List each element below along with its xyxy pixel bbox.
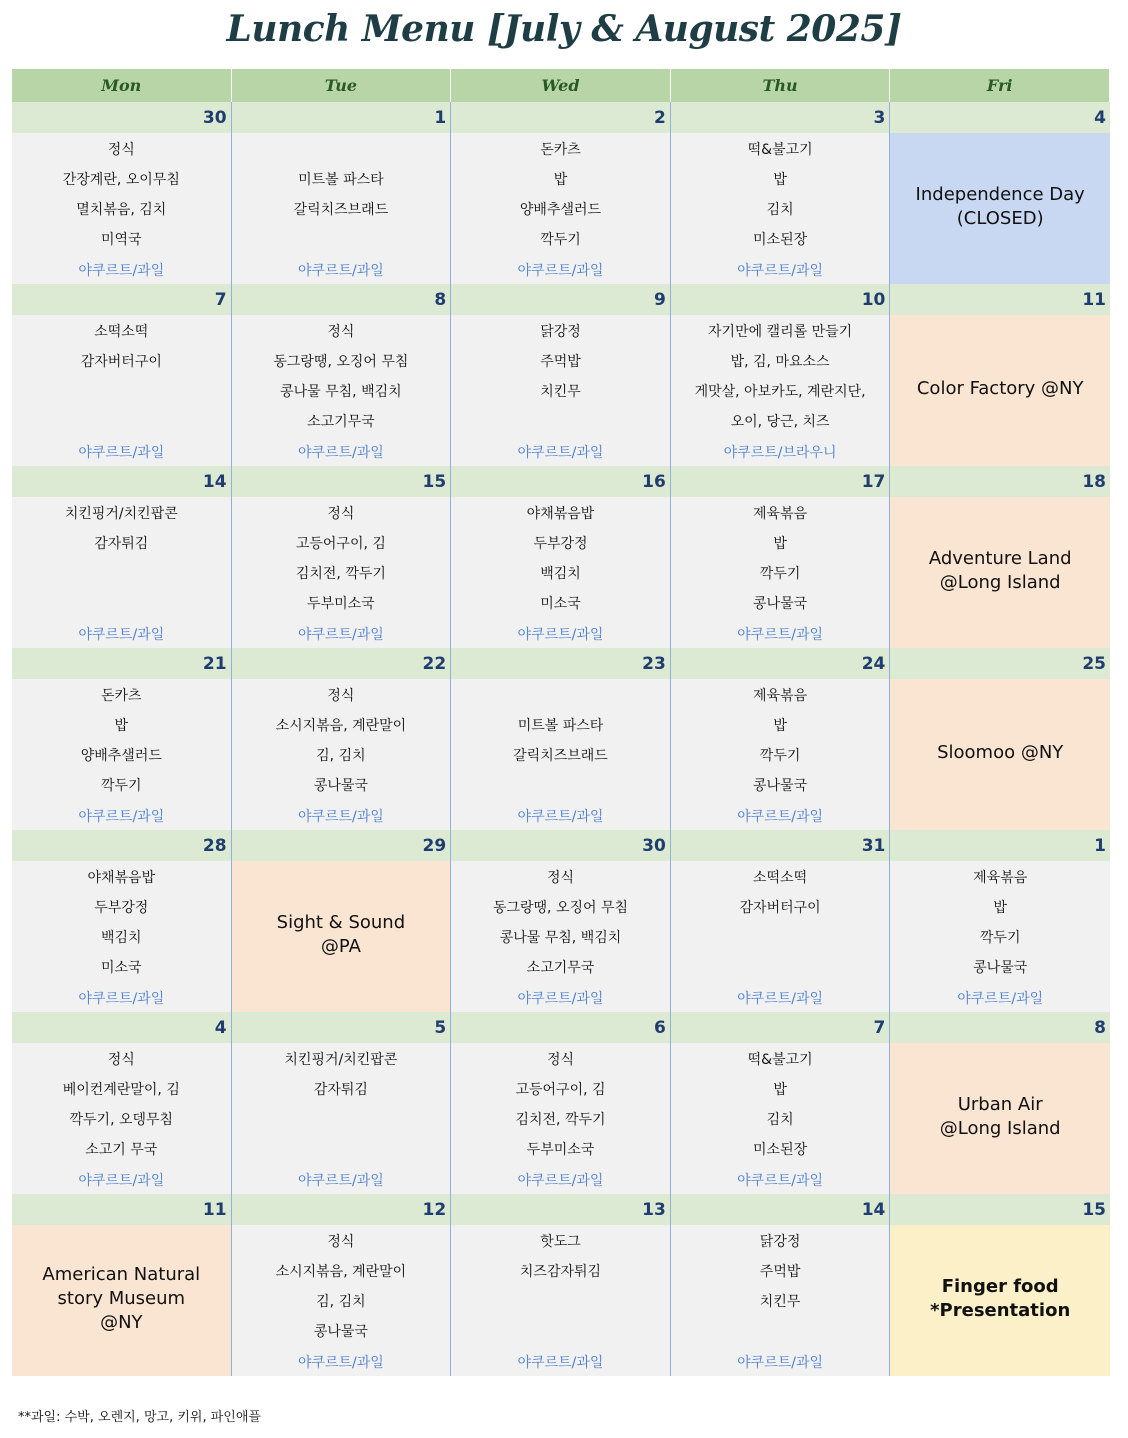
calendar-day-cell (451, 1194, 671, 1376)
day-number: 8 (232, 284, 451, 315)
calendar-day-cell (232, 830, 452, 1012)
dessert-label: 야쿠르트/과일 (297, 809, 384, 825)
calendar-day-cell (671, 102, 891, 284)
dessert-label: 야쿠르트/과일 (517, 1173, 604, 1189)
day-number: 18 (890, 466, 1110, 497)
day-number: 7 (671, 1012, 890, 1043)
menu-item: 떡&불고기 (747, 1052, 813, 1068)
menu-item: 소떡소떡 (753, 870, 808, 886)
menu-item: 두부미소국 (307, 596, 375, 612)
day-number: 4 (12, 1012, 231, 1043)
menu-item: 밥, 김, 마요소스 (730, 354, 830, 370)
calendar-day-cell (451, 102, 671, 284)
menu-item: 치킨무 (759, 1294, 801, 1310)
menu-item: 소고기무국 (526, 960, 595, 976)
day-number: 7 (12, 284, 231, 315)
menu-item: 김치 (766, 1112, 794, 1128)
dessert-label: 야쿠르트/과일 (517, 445, 604, 461)
menu-item: 동그랑땡, 오징어 무침 (492, 900, 629, 916)
calendar-day-cell (890, 284, 1110, 466)
dessert-label: 야쿠르트/과일 (957, 991, 1044, 1007)
dessert-label: 야쿠르트/과일 (517, 991, 604, 1007)
menu-item: 밥 (114, 718, 129, 734)
menu-list (671, 497, 890, 648)
event-label: Urban Air @Long Island (939, 1093, 1061, 1139)
calendar-day-cell (451, 466, 671, 648)
menu-item: 미트볼 파스타 (517, 718, 604, 734)
menu-item: 미소된장 (753, 1142, 808, 1158)
calendar-day-cell (671, 1012, 891, 1194)
menu-item: 베이컨계란말이, 김 (62, 1082, 180, 1098)
day-number: 12 (232, 1194, 451, 1225)
calendar-day-cell (671, 830, 891, 1012)
menu-item: 소떡소떡 (94, 324, 149, 340)
calendar-day-cell (232, 466, 452, 648)
menu-list (671, 1225, 890, 1376)
dessert-label: 야쿠르트/과일 (297, 263, 384, 279)
day-number: 23 (451, 648, 670, 679)
menu-item: 주먹밥 (540, 354, 581, 370)
event-label: Adventure Land @Long Island (928, 547, 1072, 593)
day-number: 22 (232, 648, 451, 679)
dessert-label: 야쿠르트/과일 (517, 1355, 604, 1371)
menu-item: 치즈감자튀김 (519, 1264, 602, 1280)
menu-item: 치킨핑거/치킨팝콘 (64, 506, 178, 522)
dessert-label: 야쿠르트/과일 (517, 809, 604, 825)
menu-item: 정식 (327, 506, 355, 522)
menu-item: 밥 (993, 900, 1007, 916)
menu-list (232, 133, 451, 284)
menu-item: 정식 (327, 688, 355, 704)
day-number: 10 (671, 284, 890, 315)
calendar-day-cell (671, 648, 891, 830)
day-number: 24 (671, 648, 890, 679)
menu-item: 감자튀김 (313, 1082, 368, 1098)
menu-item: 오이, 당근, 치즈 (730, 414, 830, 430)
calendar-day-cell (671, 466, 891, 648)
menu-item: 미소된장 (753, 232, 808, 248)
menu-item: 동그랑땡, 오징어 무침 (273, 354, 409, 370)
calendar-day-cell (12, 1012, 232, 1194)
menu-item: 야채볶음밥 (87, 870, 156, 886)
menu-list (232, 1225, 451, 1376)
menu-item: 미트볼 파스타 (298, 172, 384, 188)
menu-item: 소고기무국 (307, 414, 375, 430)
menu-list (451, 497, 670, 648)
menu-list (12, 133, 231, 284)
calendar-day-cell (671, 1194, 891, 1376)
menu-item: 감자버터구이 (80, 354, 162, 370)
calendar-day-cell (232, 1194, 452, 1376)
day-number: 1 (890, 830, 1110, 861)
menu-item: 두부미소국 (526, 1142, 595, 1158)
dessert-label: 야쿠르트/브라우니 (723, 445, 837, 461)
weekday-header-fri: Fri (890, 69, 1110, 102)
menu-list (671, 315, 890, 466)
menu-item: 김치 (766, 202, 794, 218)
menu-item: 콩나물국 (753, 596, 808, 612)
menu-item: 깍두기 (759, 748, 801, 764)
menu-item: 게맛살, 아보카도, 계란지단, (694, 384, 866, 400)
menu-item: 간장계란, 오이무침 (62, 172, 180, 188)
menu-item: 제육볶음 (753, 688, 808, 704)
dessert-label: 야쿠르트/과일 (737, 809, 824, 825)
dessert-label: 야쿠르트/과일 (78, 1173, 165, 1189)
day-number: 15 (890, 1194, 1110, 1225)
day-number: 28 (12, 830, 231, 861)
dessert-label: 야쿠르트/과일 (737, 627, 824, 643)
day-number: 25 (890, 648, 1110, 679)
menu-item: 깍두기, 오뎅무침 (69, 1112, 174, 1128)
menu-list (232, 1043, 451, 1194)
menu-list (12, 497, 231, 648)
calendar-day-cell (451, 648, 671, 830)
calendar-day-cell (890, 1012, 1110, 1194)
menu-item: 깍두기 (101, 778, 142, 794)
menu-item: 정식 (546, 870, 575, 886)
menu-item: 핫도그 (540, 1234, 581, 1250)
event-label: Color Factory @NY (916, 377, 1084, 399)
weekday-header-tue: Tue (232, 69, 452, 102)
menu-item: 김, 김치 (316, 748, 366, 764)
menu-item: 소시지볶음, 계란말이 (275, 718, 407, 734)
calendar-day-cell (890, 648, 1110, 830)
menu-list (232, 497, 451, 648)
dessert-label: 야쿠르트/과일 (78, 627, 165, 643)
dessert-label: 야쿠르트/과일 (737, 263, 824, 279)
menu-list (451, 1043, 670, 1194)
day-number: 16 (451, 466, 670, 497)
menu-item: 미소국 (101, 960, 142, 976)
calendar-day-cell (232, 102, 452, 284)
day-number: 14 (12, 466, 231, 497)
day-number: 31 (671, 830, 890, 861)
menu-list (451, 315, 670, 466)
menu-item: 제육볶음 (753, 506, 808, 522)
day-number: 5 (232, 1012, 451, 1043)
menu-item: 닭강정 (540, 324, 581, 340)
menu-list (451, 133, 670, 284)
dessert-label: 야쿠르트/과일 (517, 627, 604, 643)
calendar-day-cell (12, 102, 232, 284)
day-number: 17 (671, 466, 890, 497)
menu-item: 주먹밥 (759, 1264, 801, 1280)
menu-item: 치킨핑거/치킨팝콘 (284, 1052, 398, 1068)
calendar-day-cell (232, 648, 452, 830)
dessert-label: 야쿠르트/과일 (78, 445, 165, 461)
day-number: 3 (671, 102, 890, 133)
menu-item: 밥 (553, 172, 568, 188)
calendar-day-cell (451, 830, 671, 1012)
day-number: 9 (451, 284, 670, 315)
dessert-label: 야쿠르트/과일 (737, 991, 824, 1007)
footnote: **과일: 수박, 오렌지, 망고, 키위, 파인애플 (18, 1410, 261, 1425)
day-number: 21 (12, 648, 231, 679)
menu-item: 밥 (773, 172, 787, 188)
menu-item: 김, 김치 (316, 1294, 366, 1310)
calendar-day-cell (12, 1194, 232, 1376)
menu-list (12, 1043, 231, 1194)
calendar-day-cell (232, 1012, 452, 1194)
menu-item: 두부강정 (533, 536, 588, 552)
menu-item: 김치전, 깍두기 (295, 566, 386, 582)
menu-item: 정식 (546, 1052, 575, 1068)
calendar-day-cell (671, 284, 891, 466)
menu-item: 돈카츠 (540, 142, 581, 158)
event-label: Sloomoo @NY (937, 741, 1064, 763)
calendar-day-cell (12, 648, 232, 830)
calendar-day-cell (890, 1194, 1110, 1376)
menu-item: 미소국 (540, 596, 581, 612)
menu-item: 콩나물국 (753, 778, 808, 794)
menu-item: 정식 (107, 142, 135, 158)
menu-item: 백김치 (101, 930, 142, 946)
day-number: 15 (232, 466, 451, 497)
calendar-day-cell (12, 466, 232, 648)
page-title: Lunch Menu [July & August 2025] (226, 8, 902, 50)
menu-item: 밥 (773, 718, 787, 734)
dessert-label: 야쿠르트/과일 (78, 809, 165, 825)
dessert-label: 야쿠르트/과일 (297, 1173, 384, 1189)
menu-list (671, 861, 890, 1012)
menu-item: 소시지볶음, 계란말이 (275, 1264, 407, 1280)
calendar-day-cell (890, 830, 1110, 1012)
weekday-header-mon: Mon (12, 69, 232, 102)
event-label: Independence Day (CLOSED) (915, 183, 1085, 229)
menu-item: 콩나물 무침, 백김치 (280, 384, 402, 400)
day-number: 13 (451, 1194, 670, 1225)
event-label: American Natural story Museum @NY (42, 1263, 201, 1333)
menu-item: 제육볶음 (973, 870, 1028, 886)
menu-item: 백김치 (540, 566, 581, 582)
calendar-day-cell (890, 466, 1110, 648)
menu-item: 미역국 (101, 232, 142, 248)
menu-list (451, 679, 670, 830)
menu-list (671, 1043, 890, 1194)
menu-item: 떡&불고기 (747, 142, 813, 158)
day-number: 11 (890, 284, 1110, 315)
menu-item: 감자튀김 (94, 536, 149, 552)
event-label: Finger food *Presentation (930, 1275, 1071, 1321)
menu-item: 갈릭치즈브래드 (293, 202, 389, 218)
menu-list (671, 133, 890, 284)
menu-list (232, 679, 451, 830)
menu-item: 깍두기 (540, 232, 581, 248)
dessert-label: 야쿠르트/과일 (297, 445, 384, 461)
menu-item: 콩나물 무침, 백김치 (499, 930, 622, 946)
menu-item: 소고기 무국 (85, 1142, 158, 1158)
day-number: 11 (12, 1194, 231, 1225)
menu-item: 양배추샐러드 (80, 748, 162, 764)
calendar-grid (12, 69, 1110, 1376)
day-number: 2 (451, 102, 670, 133)
menu-list (12, 315, 231, 466)
day-number: 14 (671, 1194, 890, 1225)
dessert-label: 야쿠르트/과일 (78, 263, 165, 279)
calendar-day-cell (12, 830, 232, 1012)
dessert-label: 야쿠르트/과일 (78, 991, 165, 1007)
menu-item: 깍두기 (979, 930, 1021, 946)
day-number: 1 (232, 102, 451, 133)
dessert-label: 야쿠르트/과일 (297, 1355, 384, 1371)
calendar-day-cell (12, 284, 232, 466)
menu-item: 야채볶음밥 (526, 506, 595, 522)
menu-item: 고등어구이, 김 (295, 536, 386, 552)
weekday-header-wed: Wed (451, 69, 671, 102)
menu-item: 자기만에 캘리롤 만들기 (708, 324, 853, 340)
calendar-day-cell (890, 102, 1110, 284)
menu-item: 멸치볶음, 김치 (76, 202, 167, 218)
menu-item: 두부강정 (94, 900, 149, 916)
menu-item: 감자버터구이 (739, 900, 821, 916)
menu-item: 김치전, 깍두기 (515, 1112, 606, 1128)
calendar-day-cell (451, 284, 671, 466)
menu-item: 콩나물국 (973, 960, 1028, 976)
day-number: 4 (890, 102, 1110, 133)
menu-list (451, 861, 670, 1012)
menu-item: 닭강정 (759, 1234, 801, 1250)
menu-item: 콩나물국 (313, 778, 368, 794)
dessert-label: 야쿠르트/과일 (737, 1173, 824, 1189)
dessert-label: 야쿠르트/과일 (737, 1355, 824, 1371)
menu-list (890, 861, 1110, 1012)
menu-list (451, 1225, 670, 1376)
event-label: Sight & Sound @PA (276, 911, 406, 957)
menu-item: 정식 (107, 1052, 135, 1068)
day-number: 29 (232, 830, 451, 861)
menu-item: 깍두기 (759, 566, 801, 582)
dessert-label: 야쿠르트/과일 (517, 263, 604, 279)
dessert-label: 야쿠르트/과일 (297, 627, 384, 643)
menu-item: 밥 (773, 1082, 787, 1098)
calendar-day-cell (232, 284, 452, 466)
menu-list (232, 315, 451, 466)
menu-list (671, 679, 890, 830)
menu-list (12, 861, 231, 1012)
menu-item: 치킨무 (540, 384, 581, 400)
weekday-header-thu: Thu (671, 69, 891, 102)
menu-item: 정식 (327, 1234, 355, 1250)
menu-item: 갈릭치즈브래드 (513, 748, 608, 764)
menu-item: 고등어구이, 김 (515, 1082, 606, 1098)
menu-item: 돈카츠 (101, 688, 142, 704)
menu-item: 양배추샐러드 (519, 202, 602, 218)
menu-item: 정식 (327, 324, 355, 340)
menu-item: 콩나물국 (313, 1324, 368, 1340)
menu-list (12, 679, 231, 830)
calendar-day-cell (451, 1012, 671, 1194)
day-number: 30 (12, 102, 231, 133)
day-number: 6 (451, 1012, 670, 1043)
menu-item: 밥 (773, 536, 787, 552)
day-number: 30 (451, 830, 670, 861)
day-number: 8 (890, 1012, 1110, 1043)
